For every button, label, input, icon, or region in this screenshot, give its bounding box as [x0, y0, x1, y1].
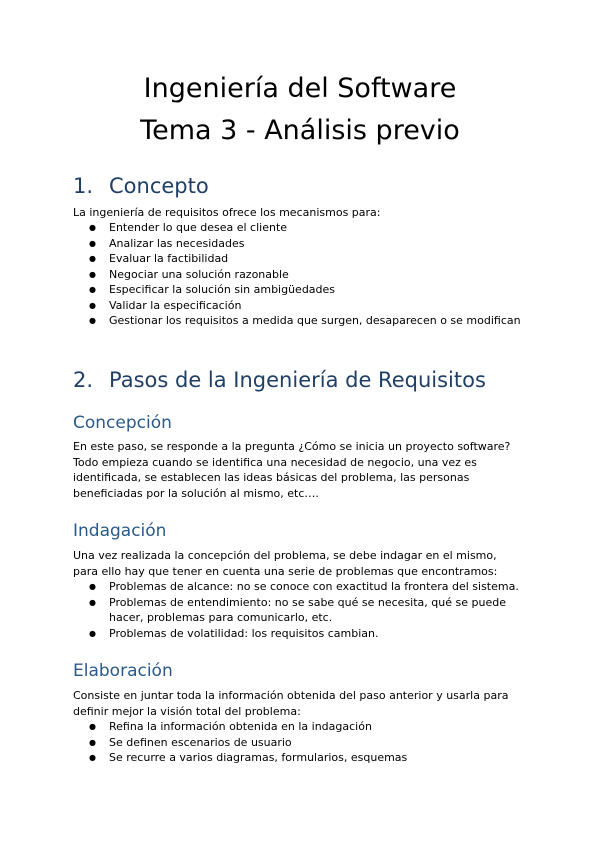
section1-number: 1.: [73, 174, 94, 198]
doc-title-line2: Tema 3 - Análisis previo: [140, 115, 460, 146]
elaboracion-list: [73, 719, 543, 766]
paragraph-line: para ello hay que tener en cuenta una serie de problemas que encontramos:: [73, 564, 498, 578]
section2-number: 2.: [73, 368, 94, 392]
section1-intro-text: La ingeniería de requisitos ofrece los mecanismos para:: [73, 206, 381, 219]
paragraph-line: En este paso, se responde a la pregunta ¿Cómo se inicia un proyecto software?: [73, 440, 511, 453]
section1-title: Concepto: [109, 174, 209, 198]
paragraph-line: Consiste en juntar toda la información obtenida del paso anterior y usarla para: [73, 689, 509, 702]
list-item: ● Analizar las necesidades: [73, 236, 543, 252]
concepcion-heading: Concepción: [73, 413, 172, 433]
concepcion-paragraph: [73, 439, 543, 501]
paragraph-line: Todo empieza cuando se identifica una necesidad de negocio, una vez es: [73, 455, 477, 469]
paragraph-line: beneficiadas por la solución al mismo, etc….: [73, 486, 319, 500]
list-item: ● Validar la especificación: [73, 298, 543, 314]
indagacion-list: [73, 579, 543, 641]
list-item: ● Problemas de entendimiento: no se sabe qué se necesita, qué se puede: [73, 595, 543, 611]
doc-title-line1: Ingeniería del Software: [143, 73, 457, 104]
indagacion-paragraph: [73, 548, 543, 579]
list-item-continuation: hacer, problemas para comunicarlo, etc.: [109, 611, 333, 624]
list-item: ● Refina la información obtenida en la indagación: [73, 719, 543, 735]
list-item: ● Gestionar los requisitos a medida que surgen, desaparecen o se modifican: [73, 313, 543, 329]
section2-title: Pasos de la Ingeniería de Requisitos: [109, 368, 486, 392]
section1-intro: [73, 205, 543, 221]
list-item: ● Evaluar la factibilidad: [73, 251, 543, 267]
list-item: ● Especificar la solución sin ambigüedades: [73, 282, 543, 298]
paragraph-line: definir mejor la visión total del problema:: [73, 704, 301, 718]
list-item: ● Se recurre a varios diagramas, formularios, esquemas: [73, 750, 543, 766]
section1-heading: [73, 173, 209, 199]
paragraph-line: identificada, se establecen las ideas básicas del problema, las personas: [73, 471, 470, 484]
list-item: ● Negociar una solución razonable: [73, 267, 543, 283]
section2-heading: [73, 367, 486, 393]
list-item: ● Problemas de alcance: no se conoce con exactitud la frontera del sistema.: [73, 579, 543, 595]
paragraph-line: Una vez realizada la concepción del problema, se debe indagar en el mismo,: [73, 549, 497, 562]
indagacion-heading: Indagación: [73, 521, 167, 541]
section1-list: [73, 220, 543, 329]
list-item: ● Entender lo que desea el cliente: [73, 220, 543, 236]
elaboracion-heading: Elaboración: [73, 661, 173, 681]
list-item: ● Problemas de volatilidad: los requisitos cambian.: [73, 626, 543, 642]
elaboracion-paragraph: [73, 688, 543, 719]
list-item: ● Se definen escenarios de usuario: [73, 735, 543, 751]
